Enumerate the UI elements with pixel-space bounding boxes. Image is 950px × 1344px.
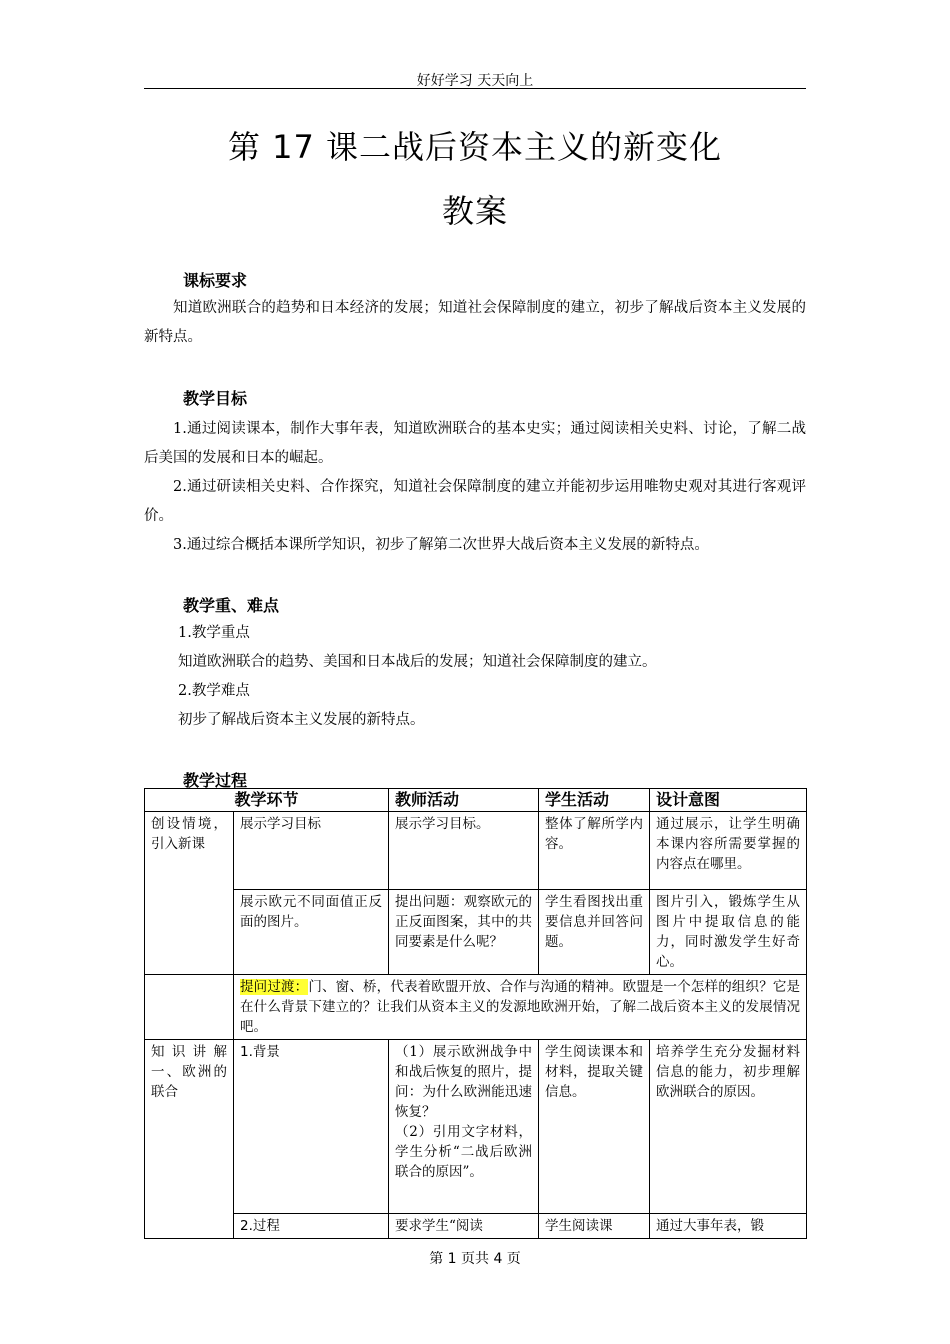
- teacher-cell: 提出问题：观察欧元的正反面图案，其中的共同要素是什么呢？: [389, 890, 539, 975]
- design-cell: 图片引入，锻炼学生从图片中提取信息的能力，同时激发学生好奇心。: [650, 890, 807, 975]
- section-heading-keypoints: 教学重、难点: [183, 596, 280, 615]
- student-cell: 学生阅读课: [539, 1214, 650, 1239]
- goal-item-2: 2.通过研读相关史料、合作探究，知道社会保障制度的建立并能初步运用唯物史观对其进行客观评价。: [144, 479, 806, 524]
- transition-cell: [234, 975, 807, 1040]
- table-row: [145, 812, 807, 890]
- teacher-cell: 展示学习目标。: [389, 812, 539, 890]
- column-header-stage: 教学环节: [145, 789, 389, 812]
- table-row-transition: [145, 975, 807, 1040]
- step-cell: 展示欧元不同面值正反面的图片。: [234, 890, 389, 975]
- teacher-cell: 要求学生“阅读: [389, 1214, 539, 1239]
- student-cell: 学生阅读课本和材料，提取关键信息。: [539, 1040, 650, 1214]
- section-heading-standard: 课标要求: [183, 271, 248, 290]
- process-table: [144, 788, 807, 1239]
- empty-cell: [145, 975, 234, 1040]
- table-row: [145, 1214, 807, 1239]
- goal-item-3: 3.通过综合概括本课所学知识，初步了解第二次世界大战后资本主义发展的新特点。: [173, 537, 709, 553]
- design-cell: 培养学生充分发掘材料信息的能力，初步理解欧洲联合的原因。: [650, 1040, 807, 1214]
- document-subtitle: 教案: [441, 192, 508, 230]
- column-header-teacher: 教师活动: [389, 789, 539, 812]
- design-cell: 通过展示，让学生明确本课内容所需要掌握的内容点在哪里。: [650, 812, 807, 890]
- standard-paragraph: 知道欧洲联合的趋势和日本经济的发展；知道社会保障制度的建立，初步了解战后资本主义发展的新特点。: [144, 300, 806, 345]
- teacher-cell: [389, 1040, 539, 1214]
- document-title: 第 17 课二战后资本主义的新变化: [227, 128, 723, 166]
- page-header: 好好学习 天天向上: [416, 73, 534, 89]
- step-cell: 1.背景: [234, 1040, 389, 1214]
- transition-label: 提问过渡：: [240, 979, 309, 995]
- column-header-student: 学生活动: [539, 789, 650, 812]
- keypoint-line-4: 初步了解战后资本主义发展的新特点。: [178, 712, 425, 728]
- stage-knowledge-cell: 知识讲解一、欧洲的联合: [145, 1040, 234, 1239]
- section-heading-goals: 教学目标: [183, 389, 248, 408]
- header-divider: [144, 88, 806, 89]
- student-cell: 整体了解所学内容。: [539, 812, 650, 890]
- goal-item-1: 1.通过阅读课本，制作大事年表，知道欧洲联合的基本史实；通过阅读相关史料、讨论，了解二战后美国的发展和日本的崛起。: [144, 421, 806, 466]
- section-heading-process: 教学过程: [183, 771, 248, 790]
- page-footer: 第 1 页共 4 页: [429, 1251, 521, 1267]
- table-header-row: [145, 789, 807, 812]
- step-cell: 展示学习目标: [234, 812, 389, 890]
- table-row: [145, 1040, 807, 1214]
- table-row: [145, 890, 807, 975]
- column-header-design: 设计意图: [650, 789, 807, 812]
- step-cell: 2.过程: [234, 1214, 389, 1239]
- design-cell: 通过大事年表，锻: [650, 1214, 807, 1239]
- teacher-item: （2）引用文字材料，学生分析“二战后欧洲联合的原因”。: [395, 1124, 533, 1180]
- student-cell: 学生看图找出重要信息并回答问题。: [539, 890, 650, 975]
- teacher-item: （1）展示欧洲战争中和战后恢复的照片，提问：为什么欧洲能迅速恢复？: [395, 1044, 533, 1120]
- keypoint-line-2: 知道欧洲联合的趋势、美国和日本战后的发展；知道社会保障制度的建立。: [178, 654, 657, 670]
- stage-intro-cell: 创设情境，引入新课: [145, 812, 234, 975]
- keypoint-line-3: 2.教学难点: [178, 683, 250, 699]
- keypoint-line-1: 1.教学重点: [178, 625, 250, 641]
- transition-text: 门、窗、桥，代表着欧盟开放、合作与沟通的精神。欧盟是一个怎样的组织？它是在什么背景下建立的？让我们从资本主义的发源地欧洲开始，了解二战后资本主义的发展情况吧。: [240, 979, 801, 1035]
